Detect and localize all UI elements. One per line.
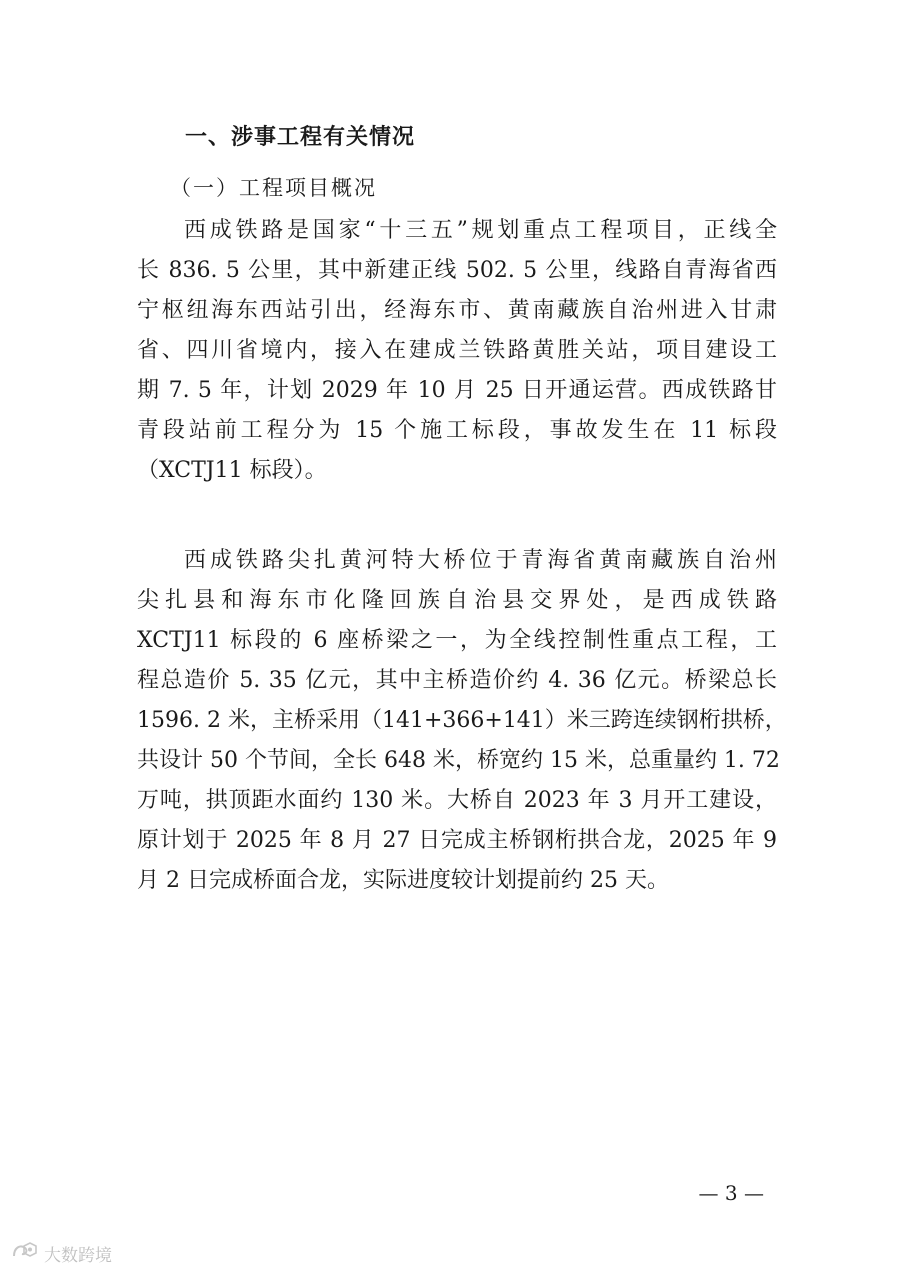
paragraph-line: 万吨，拱顶距水面约 130 米。大桥自 2023 年 3 月开工建设， <box>137 788 777 813</box>
subsection-heading: （一）工程项目概况 <box>170 176 377 200</box>
section-heading: 一、涉事工程有关情况 <box>185 125 416 150</box>
paragraph-line: 期 7. 5 年，计划 2029 年 10 月 25 日开通运营。西成铁路甘 <box>137 378 777 403</box>
paragraph-line: 原计划于 2025 年 8 月 27 日完成主桥钢桁拱合龙，2025 年 9 <box>137 828 777 853</box>
paragraph-line: 尖扎县和海东市化隆回族自治县交界处，是西成铁路 <box>137 588 777 613</box>
paragraph-line: 1596. 2 米，主桥采用（141+366+141）米三跨连续钢桁拱桥， <box>137 708 787 733</box>
paragraph-line: XCTJ11 标段的 6 座桥梁之一，为全线控制性重点工程，工 <box>137 628 777 653</box>
watermark-text: 大数跨境 <box>44 1245 112 1266</box>
paragraph-line: （XCTJ11 标段）。 <box>137 458 327 483</box>
paragraph-line: 西成铁路是国家“十三五”规划重点工程项目，正线全 <box>184 218 777 243</box>
page-number: — 3 — <box>698 1181 764 1205</box>
paragraph-project-overview <box>137 211 777 491</box>
paragraph-line: 长 836. 5 公里，其中新建正线 502. 5 公里，线路自青海省西 <box>137 258 777 283</box>
brand-logo-icon <box>10 1240 40 1266</box>
paragraph-line: 共设计 50 个节间，全长 648 米，桥宽约 15 米，总重量约 1. 72 <box>137 748 780 773</box>
paragraph-line: 青段站前工程分为 15 个施工标段，事故发生在 11 标段 <box>137 418 777 443</box>
paragraph-line: 程总造价 5. 35 亿元，其中主桥造价约 4. 36 亿元。桥梁总长 <box>137 668 777 693</box>
watermark <box>10 1241 112 1265</box>
paragraph-line: 省、四川省境内，接入在建成兰铁路黄胜关站，项目建设工 <box>137 338 777 363</box>
paragraph-line: 宁枢纽海东西站引出，经海东市、黄南藏族自治州进入甘肃 <box>137 298 777 323</box>
paragraph-line: 西成铁路尖扎黄河特大桥位于青海省黄南藏族自治州 <box>184 548 777 573</box>
paragraph-bridge-details <box>137 541 787 901</box>
paragraph-line: 月 2 日完成桥面合龙，实际进度较计划提前约 25 天。 <box>137 868 669 893</box>
